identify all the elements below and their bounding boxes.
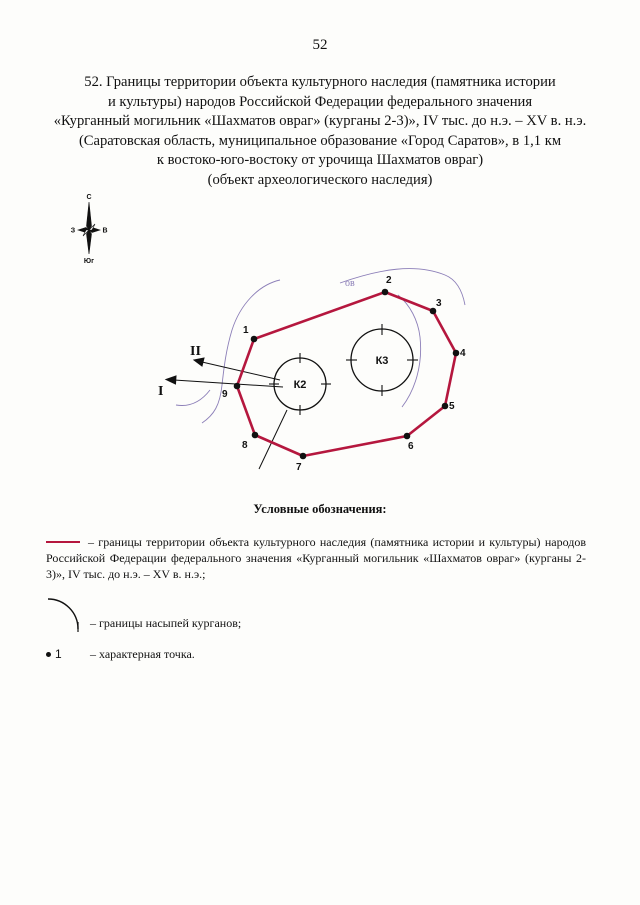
page-number: 52 (312, 37, 328, 53)
compass-west-label: З (70, 227, 76, 235)
compass-north-label: С (86, 194, 92, 201)
legend-point-symbol: 1 (55, 647, 62, 661)
point-5-label: 5 (449, 401, 455, 412)
point-2-marker (382, 289, 389, 296)
compass-rose-icon (64, 190, 114, 270)
kurgan-k3 (346, 324, 418, 396)
legend-item-boundary (46, 534, 586, 582)
point-8-marker (252, 432, 259, 439)
boundary-line-swatch (46, 541, 80, 543)
section-label-ii: II (190, 344, 201, 359)
point-3-label: 3 (436, 298, 442, 309)
point-4-label: 4 (460, 348, 466, 359)
title-line-4: (Саратовская область, муниципальное образование «Город Саратов», в 1,1 км (78, 132, 562, 149)
point-1-label: 1 (243, 325, 249, 336)
legend-point-text: – характерная точка. (90, 647, 195, 661)
contour-line (202, 280, 280, 423)
territory-boundary (237, 292, 456, 456)
kurgan-k3-label: К3 (375, 355, 389, 367)
point-4-marker (453, 350, 460, 357)
point-9-marker (234, 383, 241, 390)
legend-boundary-text: – границы территории объекта культурного наследия (памятника истории и культуры) народов Российской Федерации федерального значения «Курганный могильник «Шахматов овраг» (курганы 2-3)», IV тыс. до н.э. – XV в. н.э.; (46, 535, 586, 581)
title-line-2: и культуры) народов Российской Федерации федерального значения (107, 93, 533, 110)
point-7-label: 7 (296, 462, 302, 473)
compass-south-needle (87, 230, 92, 254)
contour-line (176, 390, 210, 405)
section-line-i (174, 380, 283, 387)
point-2-label: 2 (386, 275, 392, 286)
kurgan-k2-label: К2 (293, 379, 307, 391)
point-5-marker (442, 403, 449, 410)
compass-south-label: Юг (83, 258, 95, 265)
point-7-marker (300, 453, 307, 460)
characteristic-points (234, 289, 460, 460)
title-line-3: «Курганный могильник «Шахматов овраг» (курганы 2-3)», IV тыс. до н.э. – XV в. н.э. (53, 113, 587, 129)
section-line-ii-arrow (194, 358, 204, 366)
title-line-5: к востоко-юго-востоку от урочища Шахматов овраг) (156, 152, 484, 168)
point-6-marker (404, 433, 411, 440)
kurgan-k2 (269, 353, 331, 415)
mound-arc-icon (46, 594, 86, 634)
point-8-label: 8 (242, 440, 248, 451)
site-plan-map (140, 255, 500, 485)
section-label-i: I (158, 384, 164, 399)
legend-heading: Условные обозначения: (253, 502, 387, 516)
title-line-1: 52. Границы территории объекта культурного наследия (памятника истории (84, 74, 556, 90)
compass-north-needle (87, 202, 92, 230)
point-dot-icon (46, 652, 51, 657)
point-9-label: 9 (222, 389, 228, 400)
legend-item-point (46, 647, 346, 665)
relief-label: ов (345, 278, 355, 289)
legend-item-mound (46, 594, 346, 634)
legend-mound-text: – границы насыпей курганов; (90, 616, 242, 630)
document-title (30, 73, 610, 190)
point-1-marker (251, 336, 258, 343)
contour-line (398, 295, 421, 407)
compass-east-label: В (102, 227, 108, 235)
point-6-label: 6 (408, 441, 414, 452)
title-line-6: (объект археологического наследия) (207, 171, 433, 188)
section-line-i-arrow (166, 376, 176, 384)
section-lines (166, 358, 287, 469)
